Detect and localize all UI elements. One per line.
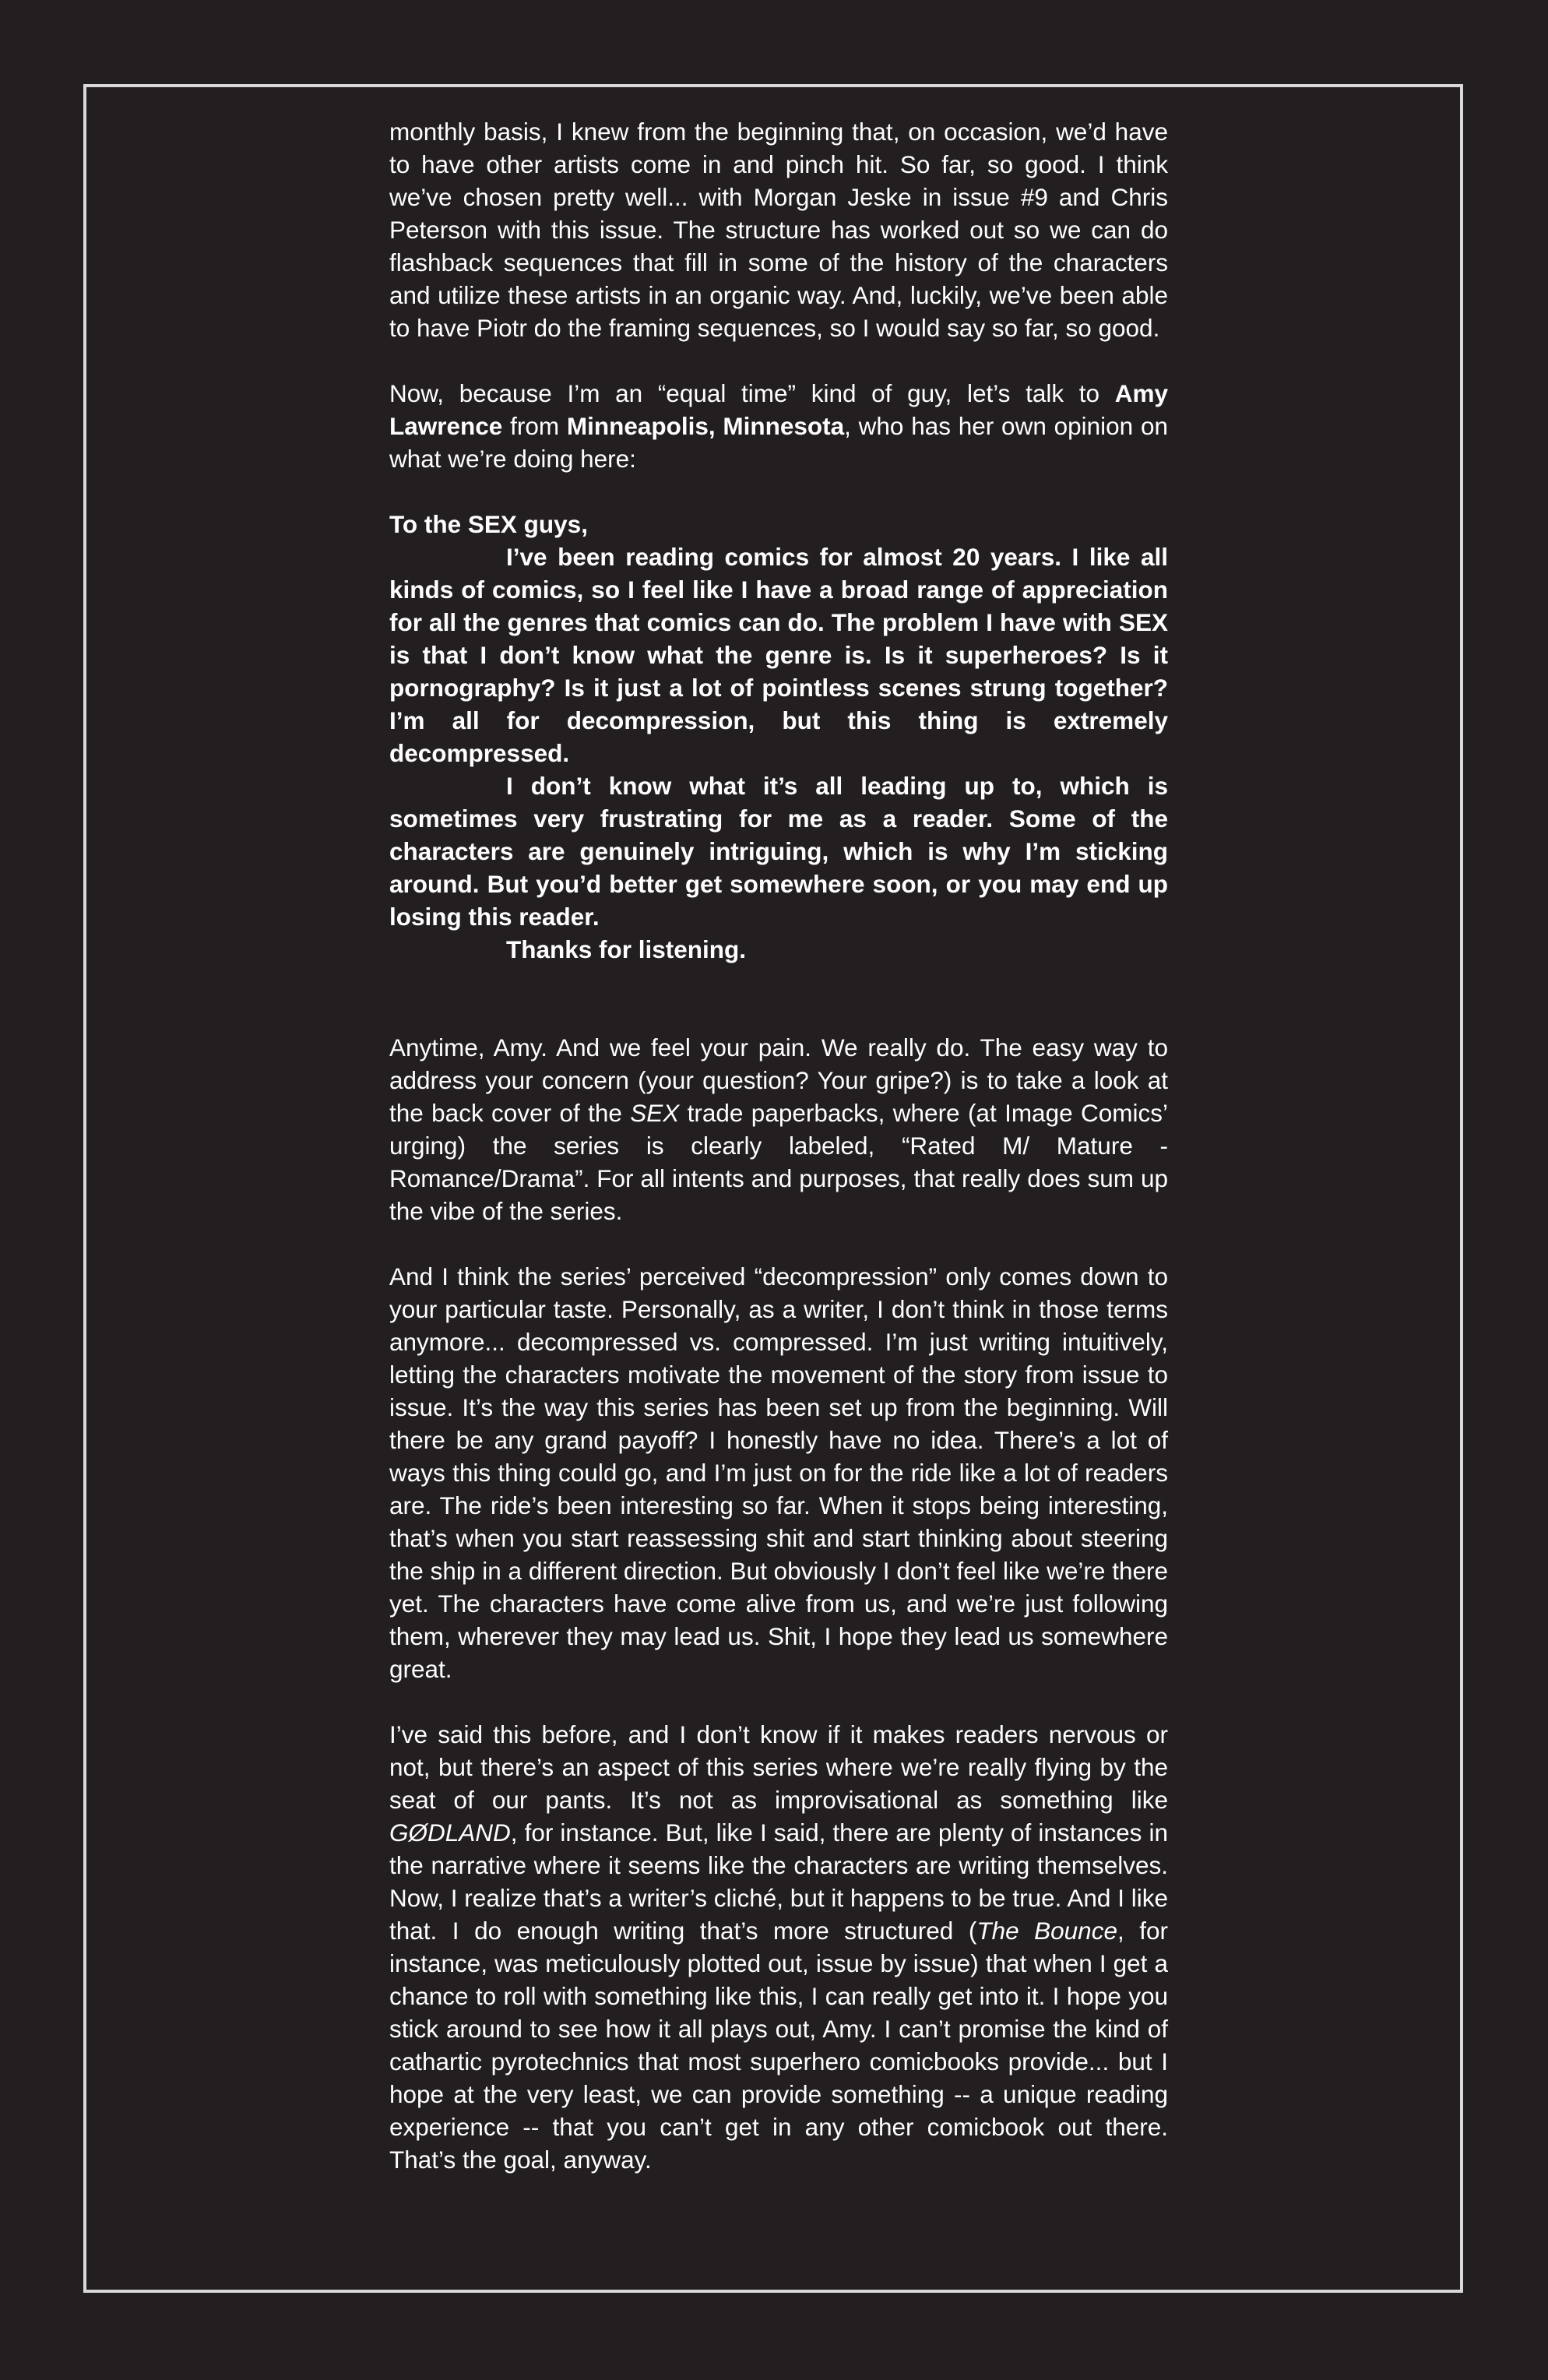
- paragraph-intro: monthly basis, I knew from the beginning that, on occasion, we’d have to have other artists come in and pinch hit. So far, so good. I think we’ve chosen pretty well... with Morgan Jeske in issue #9 and Chris Peterson with this issue. The structure has worked out so we can do flashback sequences that fill in some of the history of the characters and utilize these artists in an organic way. And, luckily, we’ve been able to have Piotr do the framing sequences, so I would say so far, so good.: [389, 118, 1168, 342]
- letter-paragraph: I’ve been reading comics for almost 20 years. I like all kinds of comics, so I feel like I have a broad range of appreciation for all the genres that comics can do. The problem I have with SEX is that I don’t know what the genre is. Is it superheroes? Is it pornography? Is it just a lot of pointless scenes strung together? I’m all for decompression, but this thing is extremely decompressed.: [389, 543, 1168, 767]
- letter-writer-location: Minneapolis, Minnesota: [566, 412, 845, 440]
- paragraph-spacer: [389, 1227, 1168, 1260]
- paragraph-spacer: [389, 475, 1168, 508]
- reader-letter: [389, 508, 1168, 966]
- letter-writer-name: Amy Lawrence: [389, 379, 1168, 440]
- paragraph-spacer: [389, 1685, 1168, 1718]
- response-paragraph: I’ve said this before, and I don’t know if it makes readers nervous or not, but there’s an aspect of this series where we’re really flying by the seat of our pants. It’s not as improvisational as something like GØDLAND, for instance. But, like I said, there are plenty of instances in the narrative where it seems like the characters are writing themselves. Now, I realize that’s a writer’s cliché, but it happens to be true. And I like that. I do enough writing that’s more structured (The Bounce, for instance, was meticulously plotted out, issue by issue) that when I get a chance to roll with something like this, I can really get into it. I hope you stick around to see how it all plays out, Amy. I can’t promise the kind of cathartic pyrotechnics that most superhero comicbooks provide... but I hope at the very least, we can provide something -- a unique reading experience -- that you can’t get in any other comicbook out there. That’s the goal, anyway.: [389, 1720, 1168, 2174]
- letter-salutation: To the SEX guys,: [389, 510, 588, 538]
- letter-paragraph: I don’t know what it’s all leading up to, which is sometimes very frustrating for me as a reader. Some of the characters are genuinely intriguing, which is why I’m sticking around. But you’d better get somewhere soon, or you may end up losing this reader.: [389, 772, 1168, 931]
- paragraph-spacer: [389, 966, 1168, 1031]
- letters-column: [389, 115, 1168, 2176]
- response-paragraph: Anytime, Amy. And we feel your pain. We really do. The easy way to address your concern (your question? Your gripe?) is to take a look at the back cover of the SEX trade paperbacks, where (at Image Comics’ urging) the series is clearly labeled, “Rated M/ Mature - Romance/Drama”. For all intents and purposes, that really does sum up the vibe of the series.: [389, 1033, 1168, 1225]
- response-paragraph: And I think the series’ perceived “decompression” only comes down to your particular taste. Personally, as a writer, I don’t think in those terms anymore... decompressed vs. compressed. I’m just writing intuitively, letting the characters motivate the movement of the story from issue to issue. It’s the way this series has been set up from the beginning. Will there be any grand payoff? I honestly have no idea. There’s a lot of ways this thing could go, and I’m just on for the ride like a lot of readers are. The ride’s been interesting so far. When it stops being interesting, that’s when you start reassessing shit and start thinking about steering the ship in a different direction. But obviously I don’t feel like we’re there yet. The characters have come alive from us, and we’re just following them, wherever they may lead us. Shit, I hope they lead us somewhere great.: [389, 1262, 1168, 1683]
- paragraph-introducing-letter: Now, because I’m an “equal time” kind of guy, let’s talk to Amy Lawrence from Minneapolis, Minnesota, who has her own opinion on what we’re doing here:: [389, 379, 1168, 473]
- letter-signoff: Thanks for listening.: [506, 935, 747, 963]
- paragraph-spacer: [389, 344, 1168, 377]
